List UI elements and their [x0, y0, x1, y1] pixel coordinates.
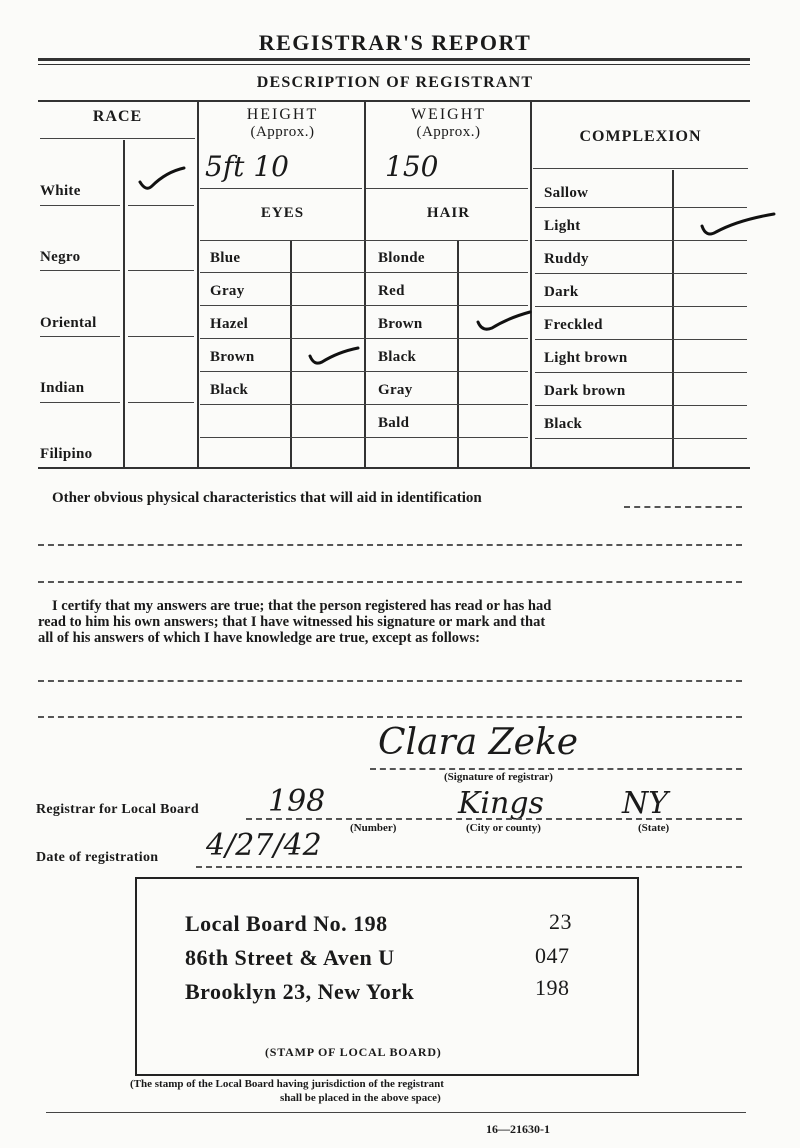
race-rule: [128, 402, 194, 403]
title-rule-bottom: [38, 64, 750, 65]
eyes-hair-header-rule: [200, 240, 528, 241]
col-divider-1: [197, 100, 199, 467]
signature-line: [370, 768, 742, 770]
hair-check-divider: [457, 240, 459, 467]
eyes-option-hazel: Hazel: [210, 316, 249, 332]
stamp-line-1: Local Board No. 198: [185, 911, 388, 936]
complexion-option-light-brown: Light brown: [544, 350, 628, 366]
date-label: Date of registration: [36, 850, 159, 865]
complexion-option-dark: Dark: [544, 284, 579, 300]
race-rule: [40, 336, 120, 337]
col-divider-2: [364, 100, 366, 467]
form-number: 16—21630-1: [486, 1122, 550, 1136]
hair-option-bald: Bald: [378, 415, 410, 431]
eyes-option-blue: Blue: [210, 250, 241, 266]
race-divider: [123, 140, 125, 467]
eyes-hair-rule: [200, 272, 528, 273]
hair-header: HAIR: [426, 205, 471, 221]
stamp-box: [135, 877, 639, 1076]
local-board-state: NY: [622, 786, 669, 821]
complexion-light-checkmark: [698, 210, 778, 240]
hair-option-red: Red: [378, 283, 405, 299]
complexion-rule: [535, 438, 747, 439]
race-rule: [128, 205, 194, 206]
stamp-note-line-1: (The stamp of the Local Board having jurisdiction of the registrant: [130, 1078, 444, 1090]
complexion-rule: [535, 240, 747, 241]
certification-line-1: I certify that my answers are true; that the person registered has read or has had: [52, 598, 552, 614]
height-value-rule: [200, 188, 362, 189]
race-option-white: White: [40, 183, 81, 199]
footer-rule: [46, 1112, 746, 1113]
eyes-hair-rule: [200, 437, 528, 438]
complexion-header: COMPLEXION: [579, 128, 702, 145]
other-characteristics-label: Other obvious physical characteristics that will aid in identification: [52, 490, 482, 506]
complexion-rule: [535, 405, 747, 406]
table-bottom-rule: [38, 467, 750, 469]
complexion-rule: [535, 207, 747, 208]
hair-brown-checkmark: [474, 308, 534, 334]
eyes-hair-rule: [200, 338, 528, 339]
complexion-header-rule: [533, 168, 748, 169]
race-rule: [128, 270, 194, 271]
stamp-caption: (STAMP OF LOCAL BOARD): [265, 1045, 442, 1059]
race-header: RACE: [92, 108, 143, 125]
complexion-option-freckled: Freckled: [544, 317, 603, 333]
eyes-hair-rule: [200, 371, 528, 372]
signature-caption: (Signature of registrar): [444, 771, 553, 783]
complexion-option-ruddy: Ruddy: [544, 251, 589, 267]
race-rule: [40, 402, 120, 403]
race-header-rule: [40, 138, 195, 139]
weight-value-rule: [366, 188, 528, 189]
hair-option-black: Black: [378, 349, 417, 365]
race-option-filipino: Filipino: [40, 446, 93, 462]
race-option-negro: Negro: [40, 249, 81, 265]
hair-option-gray: Gray: [378, 382, 413, 398]
complexion-rule: [535, 372, 747, 373]
local-board-number: 198: [268, 784, 326, 819]
local-board-state-caption: (State): [638, 822, 670, 834]
hair-option-blonde: Blonde: [378, 250, 425, 266]
height-subheader: (Approx.): [250, 124, 315, 140]
section-title: DESCRIPTION OF REGISTRANT: [256, 74, 534, 91]
complexion-option-sallow: Sallow: [544, 185, 589, 201]
eyes-hair-rule: [200, 305, 528, 306]
race-option-indian: Indian: [40, 380, 85, 396]
certification-line-2: read to him his own answers; that I have witnessed his signature or mark and that: [38, 614, 546, 630]
hair-option-brown: Brown: [378, 316, 423, 332]
stamp-line-2-number: 047: [535, 943, 570, 968]
race-rule: [128, 336, 194, 337]
eyes-option-brown: Brown: [210, 349, 255, 365]
weight-subheader: (Approx.): [416, 124, 481, 140]
race-rule: [40, 205, 120, 206]
race-rule: [40, 270, 120, 271]
local-board-city: Kings: [458, 786, 544, 821]
title-rule-top: [38, 58, 750, 61]
exceptions-line: [38, 680, 742, 682]
eyes-check-divider: [290, 240, 292, 467]
report-title: REGISTRAR'S REPORT: [258, 30, 532, 55]
other-characteristics-line: [624, 506, 742, 508]
eyes-option-gray: Gray: [210, 283, 245, 299]
other-characteristics-line: [38, 581, 742, 583]
weight-header: WEIGHT: [410, 106, 487, 123]
other-characteristics-line: [38, 544, 742, 546]
weight-value: 150: [385, 150, 439, 183]
stamp-line-2: 86th Street & Aven U: [185, 945, 395, 970]
local-board-city-caption: (City or county): [466, 822, 541, 834]
complexion-rule: [535, 339, 747, 340]
local-board-label: Registrar for Local Board: [36, 802, 199, 817]
race-white-checkmark: [136, 164, 188, 194]
eyes-header: EYES: [260, 205, 305, 221]
complexion-check-divider: [672, 170, 674, 467]
stamp-line-3: Brooklyn 23, New York: [185, 979, 415, 1004]
height-header: HEIGHT: [246, 106, 319, 123]
date-line: [196, 866, 742, 868]
stamp-line-3-number: 198: [535, 975, 570, 1000]
exceptions-line: [38, 716, 742, 718]
eyes-option-black: Black: [210, 382, 249, 398]
height-value: 5ft 10: [205, 150, 289, 183]
race-option-oriental: Oriental: [40, 315, 97, 331]
eyes-hair-rule: [200, 404, 528, 405]
section-rule: [38, 100, 750, 102]
complexion-option-dark-brown: Dark brown: [544, 383, 626, 399]
stamp-line-1-number: 23: [549, 909, 572, 934]
registrar-signature: Clara Zeke: [378, 722, 579, 763]
stamp-note-line-2: shall be placed in the above space): [280, 1092, 441, 1104]
local-board-line: [246, 818, 742, 820]
certification-line-3: all of his answers of which I have knowledge are true, except as follows:: [38, 630, 480, 646]
col-divider-3: [530, 100, 532, 467]
complexion-option-black: Black: [544, 416, 583, 432]
local-board-number-caption: (Number): [350, 822, 397, 834]
date-value: 4/27/42: [206, 828, 322, 863]
complexion-rule: [535, 273, 747, 274]
complexion-option-light: Light: [544, 218, 581, 234]
eyes-brown-checkmark: [306, 344, 362, 370]
complexion-rule: [535, 306, 747, 307]
